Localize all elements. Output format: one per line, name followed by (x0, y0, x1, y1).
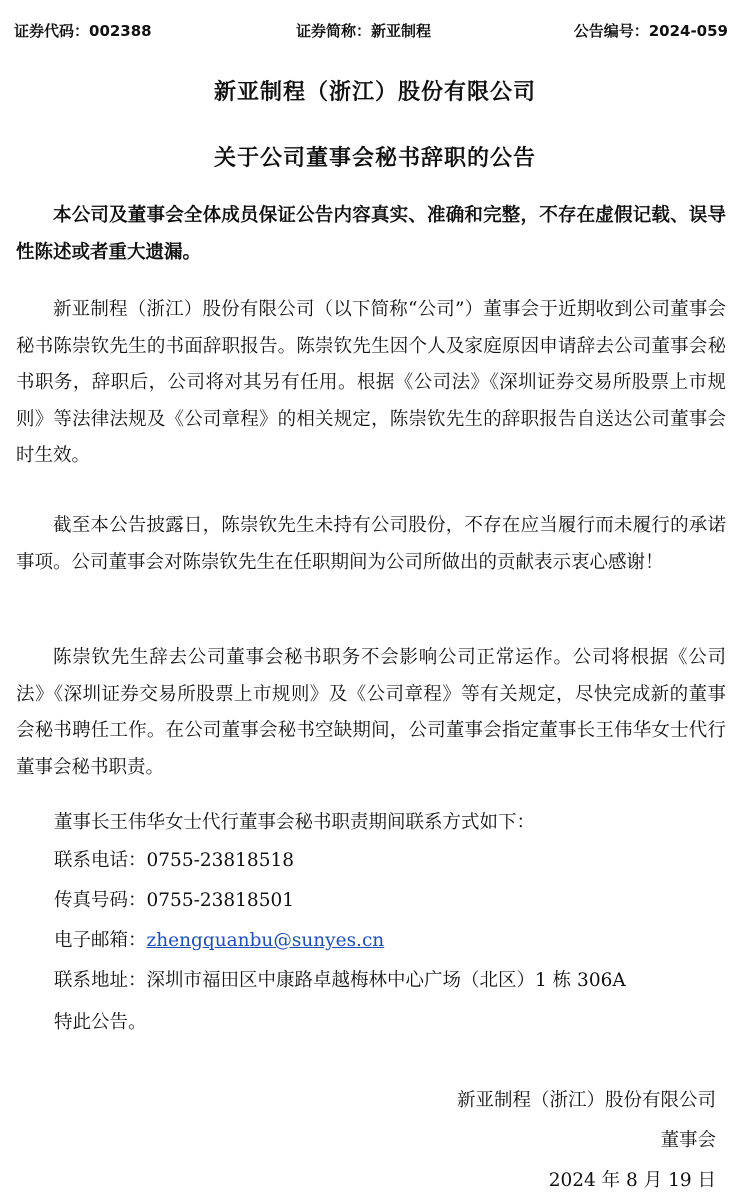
announcement-number: 公告编号：2024-059 (573, 22, 728, 40)
address-value: 深圳市福田区中康路卓越梅林中心广场（北区）1 栋 306A (146, 970, 626, 991)
stock-code: 证券代码：002388 (14, 22, 152, 40)
signature-board: 董事会 (660, 1130, 716, 1151)
contact-fax-row (54, 886, 294, 916)
accuracy-statement: 本公司及董事会全体成员保证公告内容真实、准确和完整，不存在虚假记载、误导性陈述或者重大遗漏。 (16, 205, 726, 263)
contact-phone-row (54, 846, 294, 876)
email-label: 电子邮箱： (54, 930, 147, 951)
document-title: 关于公司董事会秘书辞职的公告 (213, 146, 536, 171)
paragraph-resignation: 新亚制程（浙江）股份有限公司（以下简称“公司”）董事会于近期收到公司董事会秘书陈崇钦先生的书面辞职报告。陈崇钦先生因个人及家庭原因申请辞去公司董事会秘书职务，辞职后，公司将对其另有任用。根据《公司法》《深圳证券交易所股票上市规则》等法律法规及《公司章程》的相关规定，陈崇钦先生的辞职报告自送达公司董事会时生效。 (16, 299, 726, 466)
fax-value: 0755-23818501 (146, 890, 295, 911)
paragraph-shareholding: 截至本公告披露日，陈崇钦先生未持有公司股份，不存在应当履行而未履行的承诺事项。公司董事会对陈崇钦先生在任职期间为公司所做出的贡献表示衷心感谢！ (16, 515, 726, 573)
contact-intro: 董事长王伟华女士代行董事会秘书职责期间联系方式如下： (54, 812, 536, 833)
phone-label: 联系电话： (54, 850, 147, 871)
company-title: 新亚制程（浙江）股份有限公司 (213, 80, 536, 105)
paragraph-operations: 陈崇钦先生辞去公司董事会秘书职务不会影响公司正常运作。公司将根据《公司法》《深圳证券交易所股票上市规则》及《公司章程》等有关规定，尽快完成新的董事会秘书聘任工作。在公司董事会秘书空缺期间，公司董事会指定董事长王伟华女士代行董事会秘书职责。 (16, 647, 726, 778)
contact-address-row (54, 966, 626, 996)
contact-email-row (54, 926, 384, 956)
fax-label: 传真号码： (54, 890, 147, 911)
phone-value: 0755-23818518 (146, 850, 295, 871)
address-label: 联系地址： (54, 970, 147, 991)
closing-line: 特此公告。 (54, 1012, 147, 1033)
document-header (14, 18, 728, 44)
email-link[interactable]: zhengquanbu@sunyes.cn (146, 930, 385, 951)
signature-company: 新亚制程（浙江）股份有限公司 (456, 1090, 716, 1111)
signature-date: 2024 年 8 月 19 日 (548, 1170, 716, 1191)
stock-name: 证券简称：新亚制程 (296, 22, 432, 40)
